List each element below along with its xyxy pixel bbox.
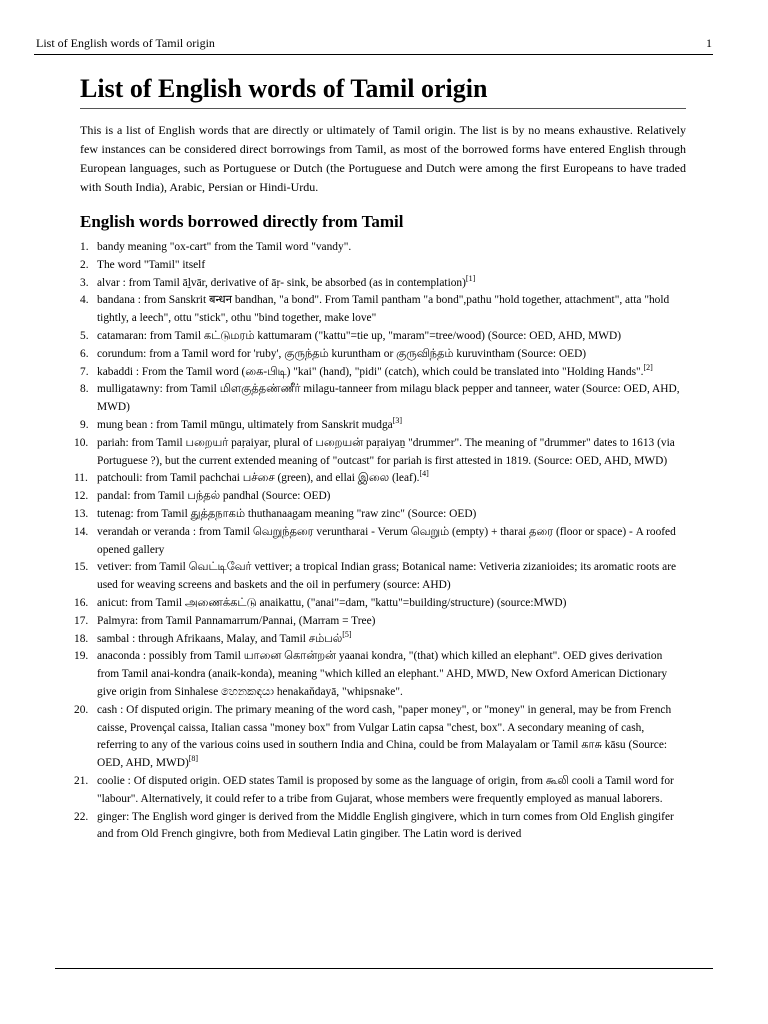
citation-link[interactable]: [8] — [188, 754, 199, 764]
list-item-text: coolie : Of disputed origin. OED states Tamil is proposed by some as the language of origin, from கூலி cooli a Tamil word for "labour". Alternatively, it could refer to a tribe from Gujarat, whose members were frequently employed as manual laborers. — [97, 774, 674, 805]
list-item — [74, 629, 686, 649]
list-item-number: 4. — [80, 294, 89, 307]
list-item — [74, 506, 686, 524]
list-item — [74, 809, 686, 845]
list-item-text: mulligatawny: from Tamil மிளகுத்தண்ணீர் milagu-tanneer from milagu black pepper and tanneer, water (Source: OED, AHD, MWD) — [97, 383, 680, 414]
list-item-number: 14. — [74, 525, 89, 538]
list-item — [74, 469, 686, 488]
list-item — [74, 648, 686, 701]
list-item — [80, 346, 686, 364]
list-item-number: 8. — [80, 383, 89, 396]
list-item-number: 5. — [80, 329, 89, 342]
list-item-text: Palmyra: from Tamil Pannamarrum/Pannai, (Marram = Tree) — [97, 614, 376, 627]
citation-link[interactable]: [4] — [419, 469, 429, 479]
list-item-text: cash : Of disputed origin. The primary meaning of the word cash, "paper money", or "money" in general, may be from French caisse, Provençal caissa, Italian cassa "money box" from Vulgar Latin capsa "chest, box". A secondary meaning of cash, referring to any of the various coins used in southern India and China, could be from Malayalam or Tamil காசு kāsu (Source: OED, AHD, MWD) — [97, 703, 672, 770]
list-item — [80, 417, 686, 435]
list-item-text: sambal : through Afrikaans, Malay, and Tamil சம்பல் — [97, 632, 343, 645]
list-item-text: catamaran: from Tamil கட்டுமரம் kattumaram ("kattu"=tie up, "maram"=tree/wood) (Source: OED, AHD, MWD) — [97, 329, 622, 342]
list-item-text: bandy meaning "ox-cart" from the Tamil word "vandy". — [97, 241, 352, 253]
list-item-text: anaconda : possibly from Tamil யானை கொன்றன் yaanai kondra, "(that) which killed an elephant". OED gives derivation from Tamil anai-kondra (anaik-konda), meaning "which killed an elephant." AHD, MWD, New Oxford American Dictionary give origin from Sinhalese හෙනකඳයා henakan̆dayā, "whipsnake". — [97, 650, 668, 698]
list-item-text: mung bean : from Tamil mūngu, ultimately from Sanskrit mudga — [97, 418, 393, 431]
intro-paragraph: This is a list of English words that are directly or ultimately of Tamil origin. The list is by no means exhaustive. Relatively few instances can be considered direct borrowings from Tamil, as most of the borrowed forms have entered English through European languages, such as Portuguese or Dutch (the Portuguese and Dutch were among the first Europeans to have traded with South India), Arabic, Persian or Hindi-Urdu. — [80, 123, 686, 194]
list-item-number: 9. — [80, 418, 89, 431]
list-item — [74, 524, 686, 560]
list-item-number: 3. — [80, 276, 89, 289]
citation-link[interactable]: [1] — [465, 273, 476, 283]
list-item — [80, 275, 686, 293]
citation-link[interactable]: [3] — [392, 416, 403, 426]
section-heading: English words borrowed directly from Tamil — [80, 212, 404, 231]
list-item-number: 15. — [74, 561, 89, 574]
page-title: List of English words of Tamil origin — [80, 74, 686, 109]
list-item-number: 1. — [80, 241, 89, 253]
list-item — [80, 239, 686, 257]
list-item-text: bandana : from Sanskrit बन्धन bandhan, "a bond". From Tamil pantham "a bond",pathu "hold together, attachment", atta "hold tightly, a leech", ottu "stick", othu "bind together, make love" — [97, 294, 670, 325]
list-item — [80, 292, 686, 328]
list-item-number: 6. — [80, 347, 89, 360]
list-item-text: pariah: from Tamil பறையர் paṛaiyar, plural of பறையன் paṛaiyaṉ "drummer". The meaning of "drummer" dates to 1613 (via Portuguese ?), but the current extended meaning of "outcast" for pariah is first attested in 1819. (Source: OED, AHD, MWD) — [97, 436, 675, 467]
list-item-number: 19. — [74, 650, 89, 663]
citation-link[interactable]: [2] — [643, 362, 653, 372]
list-item-text: alvar : from Tamil āḻvār, derivative of āṛ- sink, be absorbed (as in contemplation) — [97, 276, 466, 289]
list-item-text: vetiver: from Tamil வெட்டிவேர் vettiver; a tropical Indian grass; Botanical name: Vetiveria zizanioides; its aromatic roots are used for weaving screens and baskets and the oil in perfumery (source: AHD) — [97, 561, 677, 592]
list-item-number: 12. — [74, 490, 89, 503]
list-item-number: 18. — [74, 632, 89, 645]
running-title: List of English words of Tamil origin — [36, 36, 215, 50]
list-item-number: 16. — [74, 596, 89, 609]
list-item-number: 20. — [74, 703, 89, 716]
list-item — [74, 435, 686, 471]
list-item-number: 21. — [74, 774, 89, 787]
list-item — [74, 613, 686, 631]
list-item-text: ginger: The English word ginger is derived from the Middle English gingivere, which in turn comes from Old English gingifer and from Old French gingivre, both from Medieval Latin gingiber. The Latin word is derived — [97, 810, 674, 841]
list-item — [80, 381, 686, 417]
list-item — [74, 488, 686, 506]
list-item-number: 10. — [74, 436, 89, 449]
list-item-text: tutenag: from Tamil துத்தநாகம் thuthanaagam meaning "raw zinc" (Source: OED) — [97, 507, 477, 520]
list-item-text: anicut: from Tamil அணைக்கட்டு anaikattu, ("anai"=dam, "kattu"=building/structure) (source:MWD) — [97, 596, 567, 609]
list-item-number: 22. — [74, 810, 89, 823]
word-list — [74, 239, 686, 844]
list-item — [74, 595, 686, 613]
list-item-number: 2. — [80, 258, 89, 271]
list-item-text: patchouli: from Tamil pachchai பச்சை (green), and ellai இலை (leaf). — [97, 472, 420, 485]
list-item-number: 13. — [74, 507, 89, 520]
list-item — [74, 559, 686, 595]
list-item — [80, 257, 686, 275]
list-item-text: corundum: from a Tamil word for 'ruby', குருந்தம் kuruntham or குருவிந்தம் kuruvintham (Source: OED) — [97, 347, 587, 360]
list-item-text: The word "Tamil" itself — [97, 258, 206, 271]
list-item-number: 7. — [80, 365, 89, 378]
header-rule — [34, 54, 713, 55]
list-item-text: verandah or veranda : from Tamil வெறுந்தரை veruntharai - Verum வெறும் (empty) + tharai தரை (floor or space) - A roofed opened gallery — [97, 525, 676, 556]
running-header — [36, 36, 712, 51]
list-item — [80, 328, 686, 346]
list-item — [80, 364, 686, 382]
list-item — [74, 702, 686, 773]
citation-link[interactable]: [5] — [342, 629, 352, 639]
list-item — [74, 773, 686, 809]
list-item-number: 17. — [74, 614, 89, 627]
footer-rule — [55, 968, 713, 969]
list-item-text: kabaddi : From the Tamil word (கை-பிடி) "kai" (hand), "pidi" (catch), which could be translated into "Holding Hands". — [97, 365, 644, 378]
list-item-number: 11. — [74, 472, 88, 485]
list-item-text: pandal: from Tamil பந்தல் pandhal (Source: OED) — [97, 490, 331, 503]
page-number: 1 — [706, 36, 712, 50]
